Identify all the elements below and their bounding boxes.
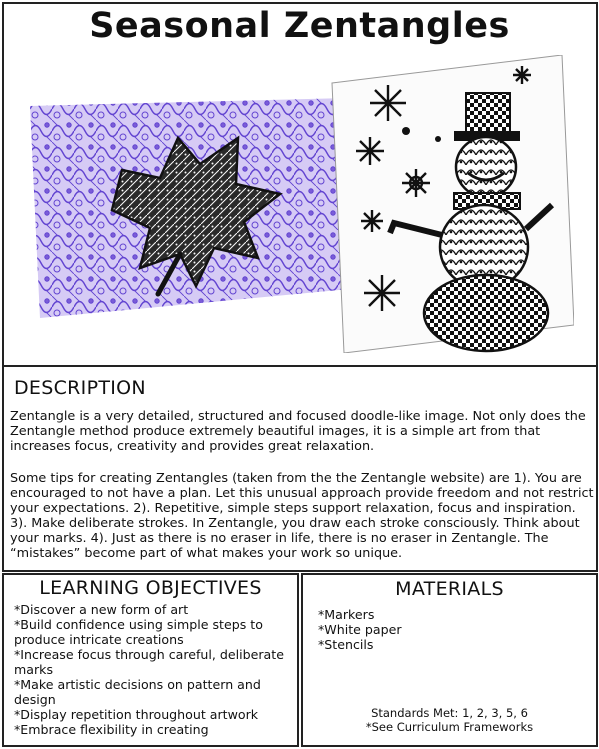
learning-objectives-list (14, 602, 294, 737)
objective-item: *Build confidence using simple steps to produce intricate creations (14, 617, 263, 647)
objective-item: *Make artistic decisions on pattern and design (14, 677, 261, 707)
standards-met (301, 706, 598, 734)
learning-objectives-heading: LEARNING OBJECTIVES (39, 577, 262, 599)
materials-list (318, 607, 402, 652)
description-tips-paragraph: Some tips for creating Zentangles (taken from the the Zentangle website) are 1). You are encouraged to not have a plan. Let this unusual approach provide freedom and not restrict your expectations. 2). Repetitive, simple steps support relaxation, focus and inspiration. 3). Make deliberate strokes. In Zentangle, you draw each stroke consciously. Think about your marks. 4). Just as there is no eraser in life, there is no eraser in Zentangle. The “mistakes” become part of what makes your work so unique. (10, 471, 594, 561)
objective-item: *Increase focus through careful, deliberate marks (14, 647, 284, 677)
curriculum-frameworks-note: *See Curriculum Frameworks (365, 720, 534, 734)
description-paragraph: Zentangle is a very detailed, structured and focused doodle-like image. Not only does the Zentangle method produce extremely beautiful images, it is a simple art from that increases focus, creativity and provides great relaxation. (10, 409, 586, 454)
objective-item: *Discover a new form of art (14, 602, 189, 617)
page-title: Seasonal Zentangles (89, 6, 510, 46)
leaf-zentangle-image (30, 98, 360, 318)
objective-item: *Embrace flexibility in creating (14, 722, 209, 737)
material-item: *Markers (318, 607, 375, 622)
material-item: *White paper (318, 622, 402, 637)
standards-line: Standards Met: 1, 2, 3, 5, 6 (371, 706, 528, 720)
description-heading: DESCRIPTION (14, 377, 146, 399)
snowman-zentangle-image (326, 55, 574, 353)
materials-heading: MATERIALS (395, 578, 504, 600)
objective-item: *Display repetition throughout artwork (14, 707, 259, 722)
material-item: *Stencils (318, 637, 374, 652)
